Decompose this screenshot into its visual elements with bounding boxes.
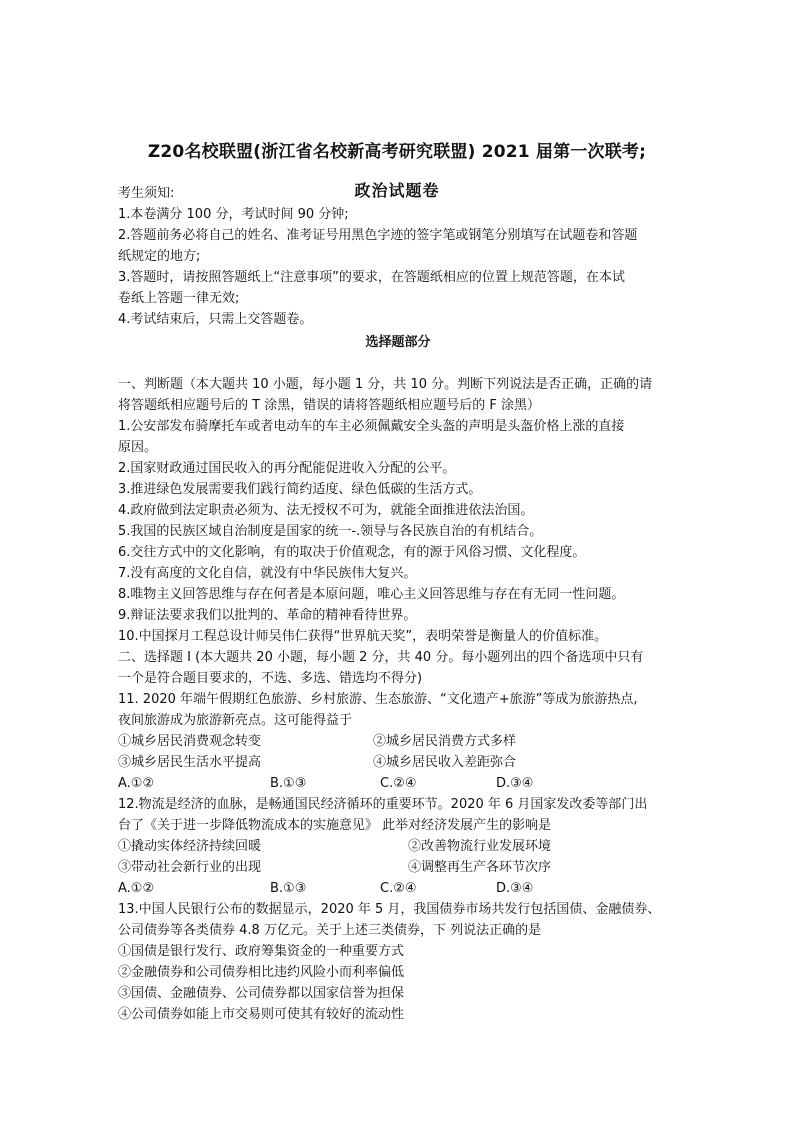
judgement-question: 10.中国探月工程总设计师吴伟仁获得“世界航天奖”，表明荣誉是衡量人的价值标准。 (118, 629, 608, 644)
q12-option-c: C.②④ (380, 881, 417, 896)
exam-subtitle: 政治试题卷 (354, 181, 440, 200)
q13-statement: ④公司债券如能上市交易则可使其有较好的流动性 (118, 1007, 405, 1022)
judgement-question: 原因。 (118, 440, 158, 455)
q12-statement: ①撬动实体经济持续回暖 (118, 839, 262, 854)
q11-stem: 11. 2020 年端午假期红色旅游、乡村旅游、生态旅游、“文化遗产+旅游”等成为旅游热点, (118, 692, 638, 707)
judgement-question: 7.没有高度的文化自信，就没有中华民族伟大复兴。 (118, 566, 417, 581)
notice-line: 纸规定的地方; (118, 249, 201, 264)
q11-option-a: A.①② (118, 776, 155, 791)
q12-statement: ②改善物流行业发展环境 (408, 839, 552, 854)
q12-option-a: A.①② (118, 881, 155, 896)
notice-line: 3.答题时，请按照答题纸上“注意事项”的要求，在答题纸相应的位置上规范答题，在本试 (118, 270, 625, 285)
judgement-question: 5.我国的民族区域自治制度是国家的统一-.领导与各民族自治的有机结合。 (118, 524, 543, 539)
q12-option-d: D.③④ (496, 881, 534, 896)
q12-options-row (118, 878, 678, 899)
q12-stem: 12.物流是经济的血脉，是畅通国民经济循环的重要环节。2020 年 6 月国家发改委等部门出 (118, 797, 648, 812)
notice-line: 卷纸上答题一律无效; (118, 291, 240, 306)
part1-intro: 将答题纸相应题号后的 T 涂黑，错误的请将答题纸相应题号后的 F 涂黑） (118, 398, 540, 413)
q11-statement: ③城乡居民生活水平提高 (118, 755, 262, 770)
judgement-question: 3.推进绿色发展需要我们践行简约适度、绿色低碳的生活方式。 (118, 482, 482, 497)
q12-statement: ④调整再生产各环节次序 (408, 860, 552, 875)
judgement-question: 4.政府做到法定职责必须为、法无授权不可为，就能全面推进依法治国。 (118, 503, 534, 518)
q12-statement-row (118, 857, 678, 878)
q13-statement: ①国债是银行发行、政府筹集资金的一种重要方式 (118, 944, 405, 959)
part2-intro: 一个是符合题目要求的，不选、多选、错选均不得分) (118, 671, 423, 686)
q13-statement: ③国债、金融债券、公司债券都以国家信誉为担保 (118, 986, 405, 1001)
notice-line: 1.本卷满分 100 分，考试时间 90 分钟; (118, 207, 349, 222)
judgement-question: 6.交往方式中的文化影响，有的取决于价值观念，有的源于风俗习惯、文化程度。 (118, 545, 586, 560)
q11-option-d: D.③④ (496, 776, 534, 791)
q11-statement: ①城乡居民消费观念转变 (118, 734, 262, 749)
q11-option-c: C.②④ (380, 776, 417, 791)
judgement-question: 8.唯物主义回答思维与存在何者是本原问题，唯心主义回答思维与存在有无同一性问题。 (118, 587, 625, 602)
q11-statement: ④城乡居民收入差距弥合 (373, 755, 517, 770)
section-title: 选择题部分 (365, 335, 431, 350)
notice-line: 4.考试结束后，只需上交答题卷。 (118, 312, 313, 327)
q12-statement: ③带动社会新行业的出现 (118, 860, 262, 875)
judgement-question: 1.公安部发布骑摩托车或者电动车的车主必须佩戴安全头盔的声明是头盔价格上涨的直接 (118, 419, 625, 434)
q13-stem: 13.中国人民银行公布的数据显示，2020 年 5 月，我国债券市场共发行包括国债、金融债券、 (118, 902, 661, 917)
q13-stem: 公司债券等各类债券 4.8 万亿元。关于上述三类债券，下 列说法正确的是 (118, 923, 542, 938)
q11-stem: 夜间旅游成为旅游新亮点。这可能得益于 (118, 713, 353, 728)
exam-title: Z20名校联盟(浙江省名校新高考研究联盟) 2021 届第一次联考; (147, 142, 647, 162)
judgement-question: 9.辩证法要求我们以批判的、革命的精神看待世界。 (118, 608, 417, 623)
notice-heading: 考生须知: (118, 186, 175, 201)
q11-statement: ②城乡居民消费方式多样 (373, 734, 517, 749)
q11-statement-row (118, 731, 678, 752)
exam-body (118, 183, 678, 1025)
judgement-question: 2.国家财政通过国民收入的再分配能促进收入分配的公平。 (118, 461, 456, 476)
q11-statement-row (118, 752, 678, 773)
part2-intro: 二、选择题 I (本大题共 20 小题，每小题 2 分，共 40 分。每小题列出的四个备选项中只有 (118, 650, 644, 665)
part1-intro: 一、判断题（本大题共 10 小题，每小题 1 分，共 10 分。判断下列说法是否正确，正确的请 (118, 377, 653, 392)
q11-options-row (118, 773, 678, 794)
q12-stem: 台了《关于进一步降低物流成本的实施意见》 此举对经济发展产生的影响是 (118, 818, 552, 833)
q12-option-b: B.①③ (270, 881, 307, 896)
q11-option-b: B.①③ (270, 776, 307, 791)
q12-statement-row (118, 836, 678, 857)
q13-statement: ②金融债券和公司债券相比违约风险小而利率偏低 (118, 965, 405, 980)
notice-line: 2.答题前务必将自己的姓名、准考证号用黑色字迹的签字笔或钢笔分别填写在试题卷和答题 (118, 228, 638, 243)
